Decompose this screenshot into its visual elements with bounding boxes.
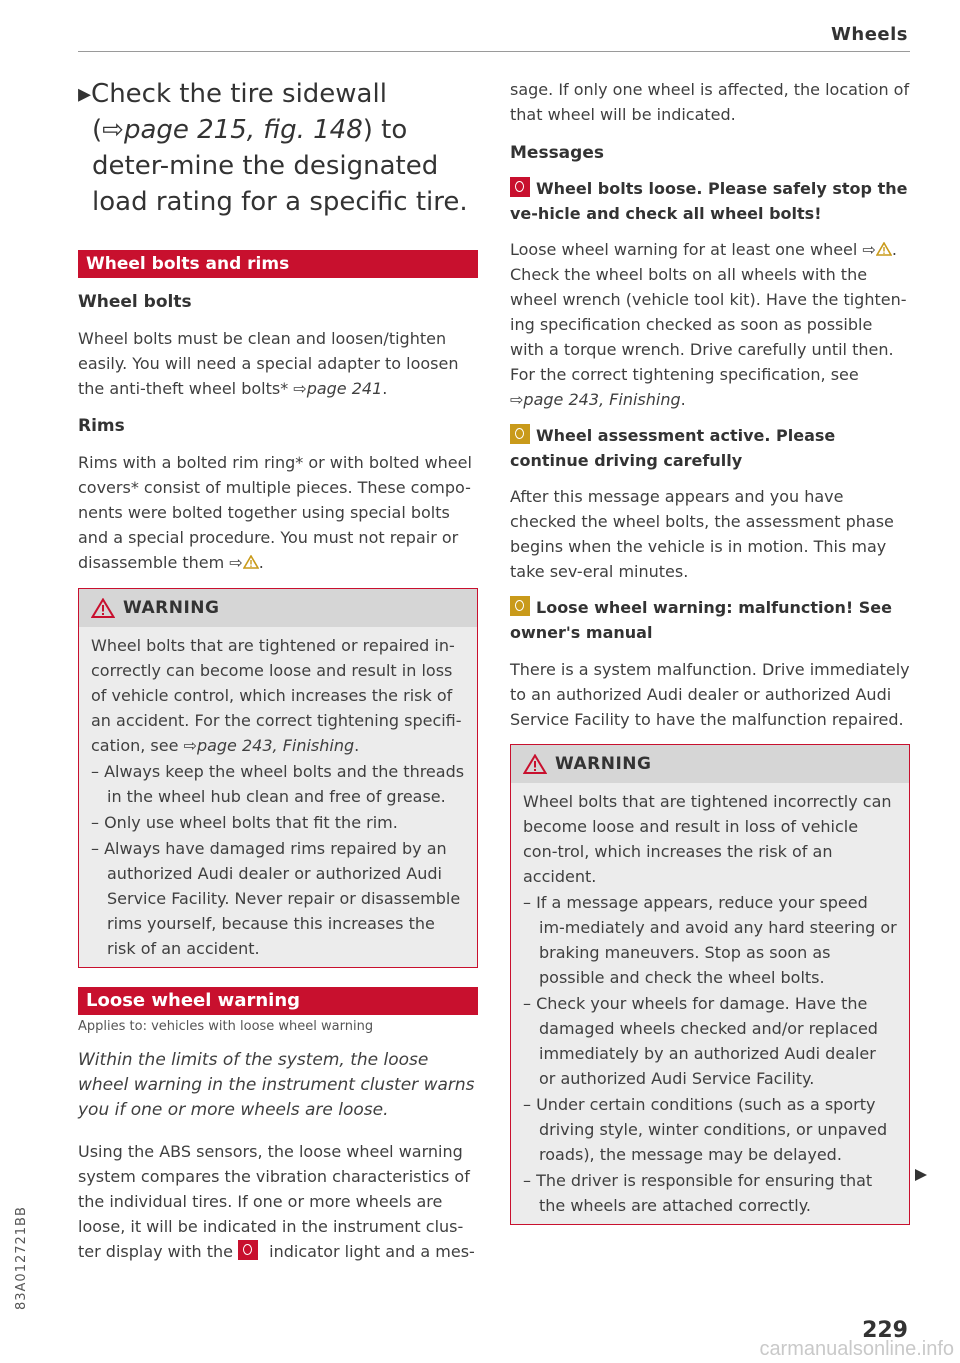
message-wheel-assessment-text: After this message appears and you have checked the wheel bolts, the assessment phase begins when the vehicle is in motion. This may take sev-eral minutes. [510,487,894,581]
warning-intro: Wheel bolts that are tightened or repaired in-correctly can become loose and result in loss of vehicle control, which increases the risk of an accident. For the correct tightening specifi-cation, see ⇨page 243, Finishing. [91,636,462,755]
loose-wheel-indicator-icon [238,1240,258,1260]
intro-instruction: ▸Check the tire sidewall (⇨page 215, fig. 148) to deter-mine the designated load rating for a specific tire. [78,79,468,217]
warning-list-item: – Check your wheels for damage. Have the damaged wheels checked and/or replaced immediately by an authorized Audi dealer or authorized Audi Service Facility. [523,994,878,1088]
watermark: carmanualsonline.info [759,1338,954,1360]
wheel-assessment-indicator-icon [510,424,530,444]
warning-box-wheel-bolts [78,588,478,968]
warning-list-item: – Only use wheel bolts that fit the rim. [91,813,398,832]
lead-paragraph: Within the limits of the system, the loose wheel warning in the instrument cluster warns you if one or more wheels are loose. [78,1050,475,1120]
message-malfunction-text: There is a system malfunction. Drive immediately to an authorized Audi dealer or authorized Audi Service Facility to have the malfunction repaired. [510,660,910,729]
loose-wheel-indicator-icon [510,177,530,197]
warning-list-item: – The driver is responsible for ensuring that the wheels are attached correctly. [523,1171,873,1215]
warning-header: WARNING [511,745,909,783]
rims-text: Rims with a bolted rim ring* or with bolted wheel covers* consist of multiple pieces. These compo-nents were bolted together using special bolts and a special procedure. You must not repair or disassemble them ⇨ . [78,453,472,572]
message-wheel-bolts-loose-text: Loose wheel warning for at least one wheel ⇨ . Check the wheel bolts on all wheels with the wheel wrench (vehicle tool kit). Have the tighten-ing specification checked as soon as possible with a torque wrench. Drive carefully until then. For the correct tightening specification, see ⇨page 243, Finishing. [510,240,907,409]
warning-box-loose-wheel [510,744,910,1225]
warning-triangle-icon [91,598,115,618]
warning-list-item: – Always keep the wheel bolts and the threads in the wheel hub clean and free of grease. [91,762,465,806]
wheel-bolts-text: Wheel bolts must be clean and loosen/tighten easily. You will need a special adapter to loosen the anti-theft wheel bolts* ⇨page 241. [78,329,459,398]
warning-list-item: – Always have damaged rims repaired by an authorized Audi dealer or authorized Audi Service Facility. Never repair or disassemble rims yourself, because this increases the risk of an accident. [91,839,461,958]
heading-rims: Rims [78,416,125,436]
continue-arrow-icon [914,1168,928,1182]
page-number: 229 [862,1318,908,1343]
heading-messages: Messages [510,143,604,163]
warning-intro: Wheel bolts that are tightened incorrectly can become loose and result in loss of vehicle con-trol, which increases the risk of an accident. [523,792,892,886]
malfunction-indicator-icon [510,596,530,616]
heading-wheel-bolts: Wheel bolts [78,292,192,312]
warning-header: WARNING [79,589,477,627]
warning-triangle-icon [243,555,259,569]
warning-list-item: – If a message appears, reduce your speed im-mediately and avoid any hard steering or braking maneuvers. Stop as soon as possible and check the wheel bolts. [523,893,897,987]
header-rule [78,51,910,52]
section-header-title: Wheels [831,24,908,45]
document-code: 83A012721BB [14,1206,29,1310]
warning-list-item: – Under certain conditions (such as a sporty driving style, winter conditions, or unpaved roads), the message may be delayed. [523,1095,888,1164]
warning-body [79,627,477,967]
section-title-wheel-bolts-rims: Wheel bolts and rims [78,250,478,278]
page-reference-link[interactable]: ⇨page 215, fig. 148 [102,115,363,145]
page-reference-link[interactable]: ⇨page 241 [293,379,383,398]
warning-body [511,783,909,1224]
message-malfunction: Loose wheel warning: malfunction! See owner's manual [510,598,892,642]
loose-wheel-body: Using the ABS sensors, the loose wheel warning system compares the vibration characteristics of the individual tires. If one or more wheels are loose, it will be indicated in the instrument clus-ter display with the indicator light and a mes- [78,1142,475,1261]
page-reference-link[interactable]: ⇨page 243, Finishing [510,390,681,409]
applies-to-note: Applies to: vehicles with loose wheel warning [78,1019,374,1034]
warning-triangle-icon [876,242,892,256]
page-reference-link[interactable]: ⇨page 243, Finishing [183,736,355,755]
message-wheel-assessment: Wheel assessment active. Please continue driving carefully [510,426,836,470]
continued-text: sage. If only one wheel is affected, the location of that wheel will be indicated. [510,80,910,124]
message-wheel-bolts-loose: Wheel bolts loose. Please safely stop the ve-hicle and check all wheel bolts! [510,179,908,223]
warning-triangle-icon [523,754,547,774]
section-title-loose-wheel-warning: Loose wheel warning [78,987,478,1015]
